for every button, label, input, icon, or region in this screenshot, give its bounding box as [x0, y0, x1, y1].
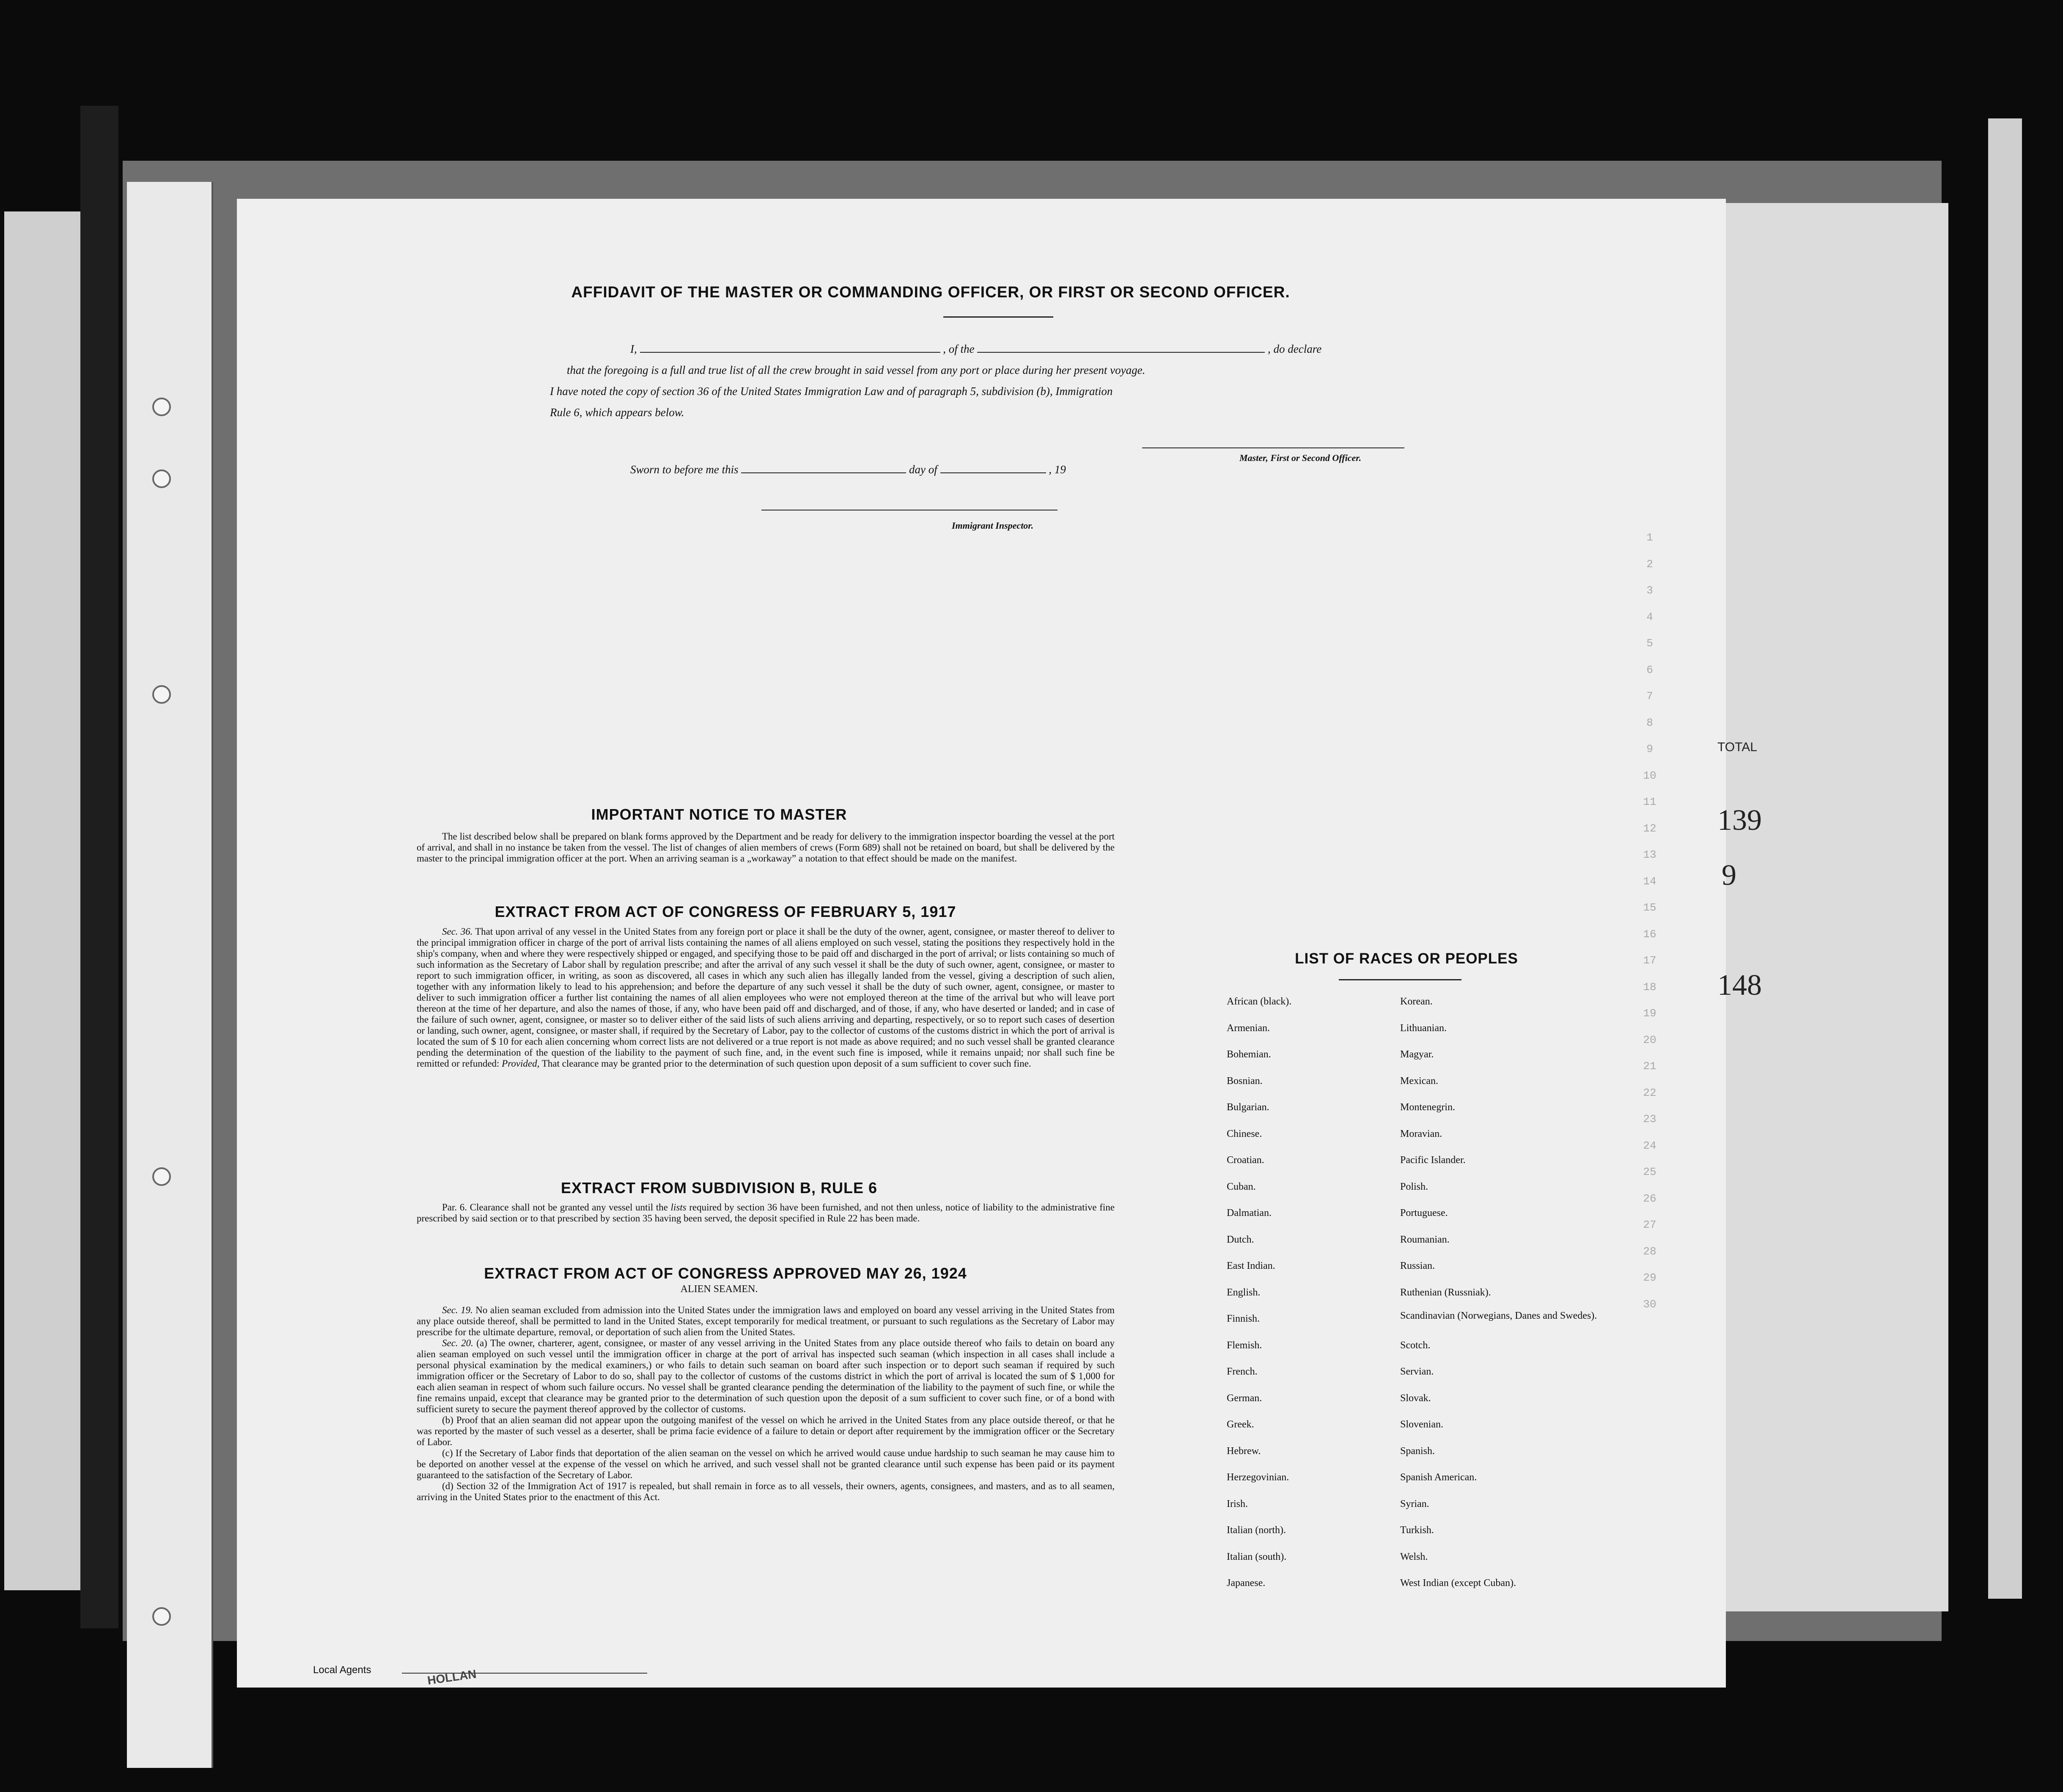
- row-number: 24: [1643, 1139, 1656, 1152]
- race-item: Irish.: [1227, 1498, 1248, 1509]
- race-item: Ruthenian (Russniak).: [1400, 1287, 1491, 1298]
- row-number: 19: [1643, 1007, 1656, 1020]
- race-item: Croatian.: [1227, 1155, 1264, 1166]
- race-item: Servian.: [1400, 1366, 1434, 1377]
- margin-note-148: 148: [1717, 969, 1762, 1002]
- punch-hole-3: [152, 685, 171, 704]
- affidavit-line-2: that the foregoing is a full and true list of all the crew brought in said vessel from any port or place during her present voyage.: [567, 364, 1146, 376]
- affidavit-line-1: [630, 343, 1400, 356]
- margin-note-9: 9: [1722, 859, 1736, 892]
- row-number: 29: [1643, 1271, 1656, 1284]
- sec-19-body: No alien seaman excluded from admission into the United States under the immigration laws and employed on board any vessel arriving in the United States from any place outside thereof, shall be permitted to land in the United States, except temporarily for medical treatment, or pursuant to such regulations as the Secretary of Labor may prescribe for the ultimate departure, removal, or deportation of such alien from the United States.: [417, 1305, 1115, 1337]
- race-item: Greek.: [1227, 1419, 1254, 1430]
- race-item: Welsh.: [1400, 1551, 1428, 1562]
- race-item: Japanese.: [1227, 1578, 1266, 1589]
- right-binding: [1988, 118, 2022, 1599]
- race-item: West Indian (except Cuban).: [1400, 1578, 1516, 1589]
- race-item: Portuguese.: [1400, 1207, 1448, 1218]
- race-item: Cuban.: [1227, 1181, 1256, 1192]
- race-item: Pacific Islander.: [1400, 1155, 1466, 1166]
- race-item: Flemish.: [1227, 1339, 1262, 1351]
- affidavit-title: AFFIDAVIT OF THE MASTER OR COMMANDING OFFICER, OR FIRST OR SECOND OFFICER.: [571, 283, 1290, 301]
- sec-36-body: That upon arrival of any vessel in the United States from any foreign port or place it shall be the duty of the owner, agent, consignee, or master thereof to deliver to the principal immigration officer in charge of the port of arrival lists containing the names of all aliens employed on such vessel, stating the positions they respectively hold in the ship's company, when and where they were respectively shipped or engaged, and specifying those to be paid off and discharged in the port of arrival; or lists containing so much of such information as the Secretary of Labor shall by regulation prescribe; and after the arrival of any such vessel it shall be the duty of such owner, agent, consignee, or master to report to such immigration officer, in writing, as soon as discovered, all cases in which any such alien has illegally landed from the vessel, giving a description of such alien, together with any information likely to lead to his apprehension; and before the departure of any such vessel it shall be the duty of such owner, agent, consignee, or master to deliver to such immigration officer a further list containing the names of all alien employees who were not employed thereon at the time of the arrival but who will leave port thereon at the time of her departure, and also the names of those, if any, who have been paid off and discharged, and of those, if any, who have deserted or landed; and in case of the failure of such owner, agent, consignee, or master so to deliver either of the said lists of such aliens arriving and departing, respectively, or so to report such cases of desertion or landing, such owner, agent, consignee, or master shall, if required by the Secretary of Labor, pay to the collector of customs of the customs district in which the port of arrival is located the sum of $ 10 for each alien concerning whom correct lists are not delivered or a true report is not made as above required; and no such vessel shall be granted clearance pending the determination of the question of the liability to the payment of such fine, and, in the event such fine is imposed, while it remains unpaid; nor shall such fine be remitted or refunded:: [417, 926, 1115, 1069]
- row-number: 3: [1646, 584, 1653, 597]
- race-item: Scandinavian (Norwegians, Danes and Swedes).: [1400, 1310, 1597, 1321]
- race-item: Moravian.: [1400, 1128, 1442, 1139]
- race-item: Bohemian.: [1227, 1049, 1271, 1060]
- affidavit-do-declare: , do declare: [1268, 343, 1322, 355]
- row-number: 18: [1643, 980, 1656, 993]
- row-number: 23: [1643, 1113, 1656, 1125]
- margin-note-139: 139: [1717, 804, 1762, 837]
- extract-1924-title: EXTRACT FROM ACT OF CONGRESS APPROVED MAY 26, 1924: [484, 1265, 967, 1282]
- sec-19-paragraph: [417, 1305, 1115, 1338]
- left-margin-strip: [127, 182, 213, 1768]
- races-rule: [1339, 979, 1461, 980]
- race-item: Slovenian.: [1400, 1419, 1443, 1430]
- punch-hole-1: [152, 398, 171, 416]
- race-item: French.: [1227, 1366, 1258, 1377]
- row-number: 20: [1643, 1033, 1656, 1046]
- left-binding: [80, 106, 118, 1628]
- race-item: Mexican.: [1400, 1075, 1438, 1087]
- sec-20b-paragraph: (b) Proof that an alien seaman did not appear upon the outgoing manifest of the vessel on which he arrived in the United States from any place outside thereof, or that he was reported by the master of such vessel as a deserter, shall be prima facie evidence of a failure to detain or deport after requirement by the immigration officer or the Secretary of Labor.: [417, 1415, 1115, 1447]
- master-signature-line[interactable]: [1142, 447, 1404, 448]
- race-item: Slovak.: [1400, 1392, 1431, 1404]
- extract-1924-text: [417, 1305, 1115, 1503]
- extract-rule6-title: EXTRACT FROM SUBDIVISION B, RULE 6: [560, 1179, 878, 1196]
- holland-stamp: HOLLAN: [426, 1667, 478, 1687]
- row-number: 2: [1646, 557, 1653, 571]
- row-number: 5: [1646, 637, 1653, 650]
- affidavit-rule: [943, 316, 1053, 318]
- row-number: 15: [1643, 901, 1656, 914]
- row-number: 16: [1643, 928, 1656, 941]
- race-item: Hebrew.: [1227, 1445, 1261, 1457]
- right-scrap: [1709, 203, 1948, 1611]
- sec-20a-body: (a) The owner, charterer, agent, consignee, or master of any vessel arriving in the United States from any place outside thereof who fails to detain on board any alien seaman employed on such vessel until the immigration officer in charge at the port of arrival has inspected such seaman (which inspection in all cases shall include a personal physical examination by the medical examiners,) or who fails to detain such seaman on board after such inspection or to deport such seaman if required by such immigration officer or the Secretary of Labor to do so, shall pay to the collector of customs of the customs district in which the port of arrival is located the sum of $ 1,000 for each alien seaman in respect of whom such failure occurs. No vessel shall be granted clearance pending the determination of the liability to the payment of such fine, or while the fine remains unpaid, except that clearance may be granted prior to the determination of such question upon the deposit of a sum sufficient to cover such fine, or of a bond with sufficient surety to secure the payment thereof approved by the collector of customs.: [417, 1338, 1115, 1414]
- races-title: LIST OF RACES OR PEOPLES: [1295, 950, 1518, 967]
- row-number: 12: [1643, 822, 1656, 835]
- race-item: English.: [1227, 1287, 1261, 1298]
- row-number: 26: [1643, 1192, 1656, 1205]
- races-left-column: [1227, 993, 1396, 1601]
- row-number: 1: [1646, 531, 1653, 544]
- race-item: Italian (south).: [1227, 1551, 1287, 1562]
- sec-36-end: That clearance may be granted prior to the determination of such question upon deposit of a sum sufficient to cover such fine.: [541, 1058, 1031, 1069]
- row-number: 10: [1643, 769, 1656, 782]
- race-item: Bosnian.: [1227, 1075, 1263, 1087]
- row-number-column: [1637, 524, 1662, 1317]
- sec-36-label: Sec. 36.: [442, 926, 473, 937]
- punch-hole-2: [152, 469, 171, 488]
- row-number: 13: [1643, 848, 1656, 861]
- race-item: German.: [1227, 1392, 1262, 1404]
- row-number: 14: [1643, 875, 1656, 888]
- master-name-blank[interactable]: [640, 352, 940, 353]
- affidavit-line-4: Rule 6, which appears below.: [550, 406, 684, 419]
- race-item: Korean.: [1400, 996, 1433, 1007]
- race-item: African (black).: [1227, 996, 1292, 1007]
- sec-20a-paragraph: [417, 1338, 1115, 1415]
- row-number: 22: [1643, 1086, 1656, 1099]
- race-item: Magyar.: [1400, 1049, 1434, 1060]
- sec-19-label: Sec. 19.: [442, 1305, 473, 1315]
- row-number: 4: [1646, 610, 1653, 623]
- affidavit-line-3: I have noted the copy of section 36 of the United States Immigration Law and of paragraph 5, subdivision (b), Immigration: [550, 385, 1113, 398]
- punch-hole-4: [152, 1167, 171, 1186]
- notice-title: IMPORTANT NOTICE TO MASTER: [591, 806, 847, 823]
- sec-20d-paragraph: (d) Section 32 of the Immigration Act of 1917 is repealed, but shall remain in force as to all vessels, their owners, agents, consignees, and masters, and as to all seamen, arriving in the United States prior to the enactment of this Act.: [417, 1481, 1115, 1502]
- affidavit-i: I,: [630, 343, 637, 355]
- sworn-line: [630, 463, 1180, 476]
- sec-20c-paragraph: (c) If the Secretary of Labor finds that deportation of the alien seaman on the vessel on which he arrived would cause undue hardship to such seaman he may cause him to be deported on another vessel at the expense of the vessel on which he arrived, and such vessel shall not be granted clearance until such expense has been paid or its payment guaranteed to the satisfaction of the Secretary of Labor.: [417, 1448, 1115, 1480]
- notice-text: The list described below shall be prepared on blank forms approved by the Department and be ready for delivery to the immigration inspector boarding the vessel at the port of arrival, and shall in no instance be taken from the vessel. The list of changes of alien members of crews (Form 689) shall not be retained on board, but shall be delivered by the master to the principal immigration officer at the port. When an arriving seaman is a „workaway” a notation to that effect should be made on the manifest.: [417, 831, 1115, 864]
- race-item: Montenegrin.: [1400, 1102, 1455, 1113]
- race-item: Spanish American.: [1400, 1472, 1477, 1483]
- race-item: Armenian.: [1227, 1022, 1270, 1034]
- row-number: 28: [1643, 1245, 1656, 1258]
- race-item: Russian.: [1400, 1260, 1435, 1271]
- extract-1924-subtitle: ALIEN SEAMEN.: [680, 1284, 758, 1295]
- row-number: 8: [1646, 716, 1653, 729]
- master-signature-label: Master, First or Second Officer.: [1239, 453, 1362, 463]
- rule6-text-a: Par. 6. Clearance shall not be granted any vessel until the: [442, 1202, 668, 1213]
- race-item: Spanish.: [1400, 1445, 1435, 1457]
- sworn-label: Sworn to before me this: [630, 463, 739, 476]
- race-item: Lithuanian.: [1400, 1022, 1447, 1034]
- race-item: Dalmatian.: [1227, 1207, 1272, 1218]
- race-item: Scotch.: [1400, 1339, 1431, 1351]
- race-item: Italian (north).: [1227, 1525, 1286, 1536]
- races-right-column: [1400, 993, 1599, 1601]
- race-item: Roumanian.: [1400, 1234, 1450, 1245]
- local-agents-label: Local Agents: [313, 1664, 371, 1676]
- race-item: Bulgarian.: [1227, 1102, 1269, 1113]
- race-item: East Indian.: [1227, 1260, 1275, 1271]
- rule6-text-b: required by section 36 have been furnished, and not then unless, notice of liability to the administrative fine prescribed by said section or to that prescribed by section 35 having been served, the deposit specified in Rule 22 has been made.: [417, 1202, 1115, 1224]
- race-item: Syrian.: [1400, 1498, 1429, 1509]
- sworn-day-of: day of: [909, 463, 937, 476]
- race-item: Herzegovinian.: [1227, 1472, 1289, 1483]
- race-item: Finnish.: [1227, 1313, 1260, 1324]
- row-number: 25: [1643, 1166, 1656, 1178]
- extract-rule6-text: [417, 1202, 1115, 1224]
- race-item: Polish.: [1400, 1181, 1428, 1192]
- row-number: 30: [1643, 1298, 1656, 1311]
- inspector-signature-label: Immigrant Inspector.: [952, 520, 1034, 531]
- provided-word: Provided,: [502, 1058, 540, 1069]
- affidavit-of-the: , of the: [943, 343, 975, 355]
- row-number: 9: [1646, 743, 1653, 755]
- race-item: Chinese.: [1227, 1128, 1262, 1139]
- row-number: 27: [1643, 1218, 1656, 1231]
- sworn-year: , 19: [1049, 463, 1066, 476]
- extract-1917-title: EXTRACT FROM ACT OF CONGRESS OF FEBRUARY 5, 1917: [494, 903, 956, 920]
- race-item: Turkish.: [1400, 1525, 1434, 1536]
- row-number: 11: [1643, 796, 1656, 808]
- row-number: 21: [1643, 1060, 1656, 1073]
- row-number: 6: [1646, 663, 1653, 676]
- extract-1917-text: [417, 926, 1115, 1069]
- sec-20-label: Sec. 20.: [442, 1338, 473, 1348]
- punch-hole-5: [152, 1607, 171, 1626]
- rule6-lists-word: lists: [670, 1202, 687, 1213]
- sworn-month-blank[interactable]: [940, 472, 1046, 473]
- margin-note-total: TOTAL: [1717, 740, 1757, 754]
- sworn-day-blank[interactable]: [741, 472, 906, 473]
- row-number: 17: [1643, 954, 1656, 967]
- row-number: 7: [1646, 690, 1653, 703]
- vessel-name-blank[interactable]: [977, 352, 1265, 353]
- race-item: Dutch.: [1227, 1234, 1254, 1245]
